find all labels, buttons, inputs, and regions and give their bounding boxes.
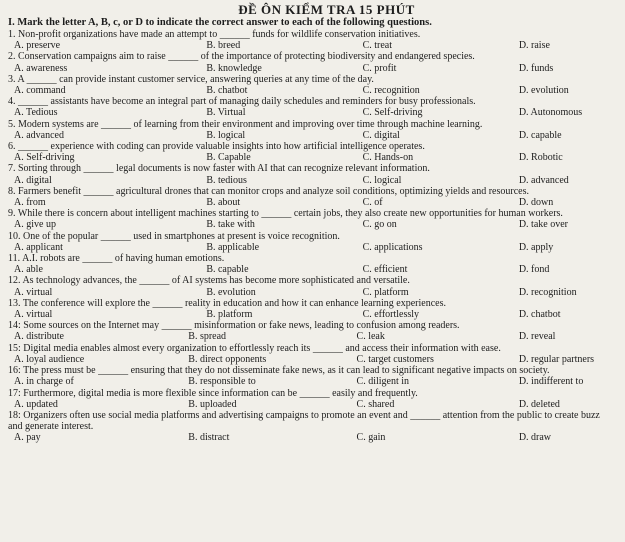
answer-option-a[interactable]: A. updated (14, 398, 58, 410)
answer-options (14, 432, 615, 443)
question-16 (8, 365, 615, 387)
answer-option-c[interactable]: C. diligent in (356, 376, 410, 388)
question-17 (8, 388, 615, 410)
answer-option-b[interactable]: B. Capable (206, 152, 251, 164)
answer-option-d[interactable]: D. Robotic (518, 152, 563, 164)
question-stem: 17: Furthermore, digital media is more flexible since information can be ______ easily and frequently. (8, 387, 418, 399)
answer-option-b[interactable]: B. responsible to (188, 376, 256, 388)
question-1 (8, 29, 615, 51)
question-stem: 5. Modern systems are ______ of learning from their environment and improving over time through machine learning. (8, 118, 483, 130)
question-stem: 6. ______ experience with coding can provide valuable insights into how artificial intelligence operates. (8, 141, 425, 153)
answer-option-a[interactable]: A. Self-driving (14, 152, 75, 164)
question-14 (8, 320, 615, 342)
answer-option-c[interactable]: C. treat (362, 40, 392, 52)
answer-options (14, 130, 615, 141)
question-12 (8, 275, 615, 297)
answer-option-d[interactable]: D. Autonomous (518, 107, 583, 119)
answer-option-b[interactable]: B. knowledge (206, 62, 262, 74)
question-stem: 18: Organizers often use social media platforms and advertising campaigns to promote an event and ______ attention from the public to create buzz and generate interest. (8, 409, 600, 433)
question-stem: 14: Some sources on the Internet may ______ misinformation or fake news, leading to confusion among readers. (8, 320, 460, 332)
instruction-text: I. Mark the letter A, B, c, or D to indicate the correct answer to each of the following questions. (8, 17, 432, 28)
question-stem: 15: Digital media enables almost every organization to effortlessly reach its ______ and access their information with ease. (8, 342, 501, 354)
answer-option-b[interactable]: B. spread (188, 331, 227, 343)
question-stem: 9. While there is concern about intelligent machines starting to ______ certain jobs, they also create new opportunities for human workers. (8, 208, 563, 220)
question-stem: 11. A.I. robots are ______ of having human emotions. (8, 253, 225, 265)
question-4 (8, 96, 615, 118)
answer-option-a[interactable]: A. advanced (14, 129, 64, 141)
answer-option-a[interactable]: A. preserve (14, 40, 61, 52)
answer-option-d[interactable]: D. down (518, 197, 554, 209)
question-7 (8, 163, 615, 185)
answer-options (14, 242, 615, 253)
answer-option-c[interactable]: C. of (362, 197, 383, 209)
answer-options (14, 197, 615, 208)
question-stem: 10. One of the popular ______ used in smartphones at present is voice recognition. (8, 230, 340, 242)
answer-option-b[interactable]: B. breed (206, 40, 241, 52)
answer-option-b[interactable]: B. take with (206, 219, 255, 231)
answer-option-a[interactable]: A. applicant (14, 241, 63, 253)
answer-option-a[interactable]: A. in charge of (14, 376, 74, 388)
answer-option-c[interactable]: C. Hands-on (362, 152, 414, 164)
question-stem: 13. The conference will explore the ______ reality in education and how it can enhance learning experiences. (8, 297, 446, 309)
answer-option-c[interactable]: C. efficient (362, 264, 408, 276)
question-2 (8, 51, 615, 73)
answer-option-c[interactable]: C. gain (356, 432, 386, 444)
answer-options (14, 287, 615, 298)
question-stem: 2. Conservation campaigns aim to raise ______ of the importance of protecting biodiversity and endangered species. (8, 51, 475, 63)
answer-options (14, 40, 615, 51)
question-5 (8, 119, 615, 141)
question-10 (8, 231, 615, 253)
answer-option-c[interactable]: C. leak (356, 331, 385, 343)
answer-options (14, 219, 615, 230)
answer-option-c[interactable]: C. effortlessly (362, 309, 420, 321)
answer-option-d[interactable]: D. funds (518, 62, 554, 74)
answer-options (14, 354, 615, 365)
answer-options (14, 264, 615, 275)
answer-option-d[interactable]: D. regular partners (518, 353, 595, 365)
answer-option-d[interactable]: D. fond (518, 264, 550, 276)
answer-option-a[interactable]: A. command (14, 85, 66, 97)
answer-option-c[interactable]: C. go on (362, 219, 397, 231)
question-3 (8, 74, 615, 96)
answer-option-b[interactable]: B. chatbot (206, 85, 248, 97)
answer-option-d[interactable]: D. take over (518, 219, 568, 231)
question-stem: 3. A ______ can provide instant customer service, answering queries at any time of the day. (8, 73, 374, 85)
question-9 (8, 208, 615, 230)
answer-option-b[interactable]: B. tedious (206, 174, 247, 186)
answer-option-a[interactable]: A. from (14, 197, 46, 209)
answer-option-a[interactable]: A. distribute (14, 331, 64, 343)
answer-option-d[interactable]: D. reveal (518, 331, 556, 343)
answer-options (14, 399, 615, 410)
answer-option-a[interactable]: A. Tedious (14, 107, 58, 119)
answer-option-d[interactable]: D. recognition (518, 286, 577, 298)
question-13 (8, 298, 615, 320)
question-11 (8, 253, 615, 275)
question-stem: 12. As technology advances, the ______ of AI systems has become more sophisticated and versatile. (8, 275, 410, 287)
answer-option-a[interactable]: A. able (14, 264, 43, 276)
answer-option-b[interactable]: B. platform (206, 309, 253, 321)
answer-option-c[interactable]: C. applications (362, 241, 423, 253)
answer-options (14, 175, 615, 186)
answer-options (14, 309, 615, 320)
answer-options (14, 107, 615, 118)
answer-options (14, 331, 615, 342)
question-6 (8, 141, 615, 163)
answer-option-d[interactable]: D. raise (518, 40, 550, 52)
answer-option-d[interactable]: D. draw (518, 432, 552, 444)
answer-option-d[interactable]: D. indifferent to (518, 376, 584, 388)
question-stem: 1. Non-profit organizations have made an attempt to ______ funds for wildlife conservation initiatives. (8, 29, 421, 40)
answer-option-d[interactable]: D. apply (518, 241, 554, 253)
question-stem: 7. Sorting through ______ legal documents is now faster with AI that can recognize relevant information. (8, 163, 430, 175)
answer-option-c[interactable]: C. digital (362, 129, 400, 141)
answer-option-a[interactable]: A. virtual (14, 309, 53, 321)
answer-option-b[interactable]: B. capable (206, 264, 249, 276)
answer-option-a[interactable]: A. digital (14, 174, 52, 186)
answer-option-d[interactable]: D. chatbot (518, 309, 561, 321)
question-8 (8, 186, 615, 208)
question-list (8, 29, 615, 444)
answer-option-b[interactable]: B. direct opponents (188, 353, 267, 365)
answer-option-c[interactable]: C. target customers (356, 353, 434, 365)
question-stem: 8. Farmers benefit ______ agricultural drones that can monitor crops and analyze soil conditions, optimizing yields and resources. (8, 185, 529, 197)
answer-option-b[interactable]: B. Virtual (206, 107, 246, 119)
answer-option-c[interactable]: C. profit (362, 62, 397, 74)
answer-option-c[interactable]: C. platform (362, 286, 409, 298)
question-stem: 4. ______ assistants have become an integral part of managing daily schedules and reminders for busy professionals. (8, 96, 476, 108)
answer-options (14, 85, 615, 96)
answer-option-c[interactable]: C. shared (356, 398, 395, 410)
answer-option-b[interactable]: B. applicable (206, 241, 260, 253)
answer-options (14, 376, 615, 387)
answer-option-c[interactable]: C. logical (362, 174, 402, 186)
question-15 (8, 343, 615, 365)
answer-option-a[interactable]: A. pay (14, 432, 41, 444)
answer-option-b[interactable]: B. uploaded (188, 398, 237, 410)
answer-option-b[interactable]: B. distract (188, 432, 230, 444)
answer-option-b[interactable]: B. evolution (206, 286, 256, 298)
answer-option-c[interactable]: C. recognition (362, 85, 420, 97)
answer-option-d[interactable]: D. advanced (518, 174, 569, 186)
answer-option-a[interactable]: A. give up (14, 219, 56, 231)
answer-options (14, 63, 615, 74)
answer-options (14, 152, 615, 163)
page-title: ĐỀ ÔN KIỂM TRA 15 PHÚT (238, 2, 415, 17)
answer-option-d[interactable]: D. deleted (518, 398, 560, 410)
question-stem: 16: The press must be ______ ensuring that they do not disseminate fake news, as it can lead to significant negative impacts on society. (8, 365, 550, 377)
answer-option-a[interactable]: A. virtual (14, 286, 53, 298)
answer-option-a[interactable]: A. awareness (14, 62, 68, 74)
answer-option-b[interactable]: B. about (206, 197, 241, 209)
answer-option-d[interactable]: D. capable (518, 129, 562, 141)
answer-option-a[interactable]: A. loyal audience (14, 353, 85, 365)
answer-option-d[interactable]: D. evolution (518, 85, 569, 97)
question-18 (8, 410, 615, 444)
answer-option-b[interactable]: B. logical (206, 129, 246, 141)
answer-option-c[interactable]: C. Self-driving (362, 107, 423, 119)
